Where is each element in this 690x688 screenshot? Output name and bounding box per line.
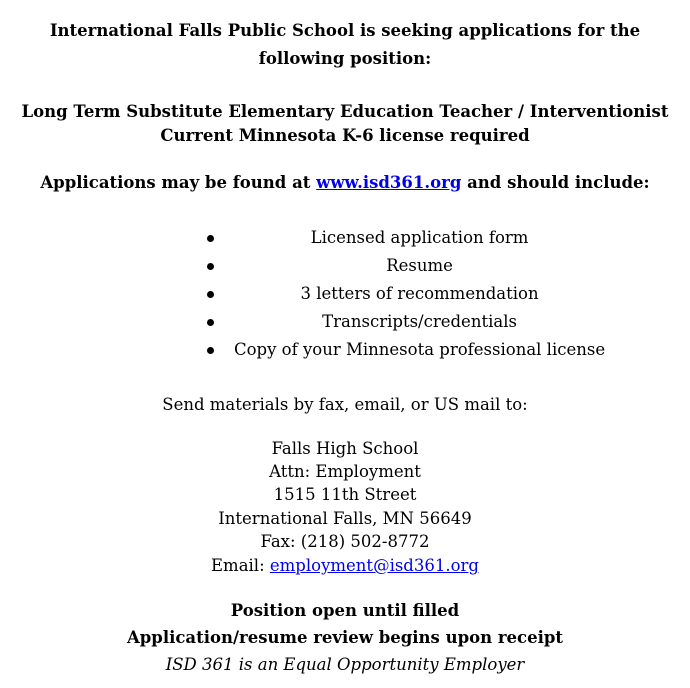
position-title: Long Term Substitute Elementary Education Teacher / Interventionist [21, 102, 669, 121]
email-link[interactable]: employment@isd361.org [269, 556, 479, 575]
intro-line-1: International Falls Public School is seeking applications for the [49, 21, 641, 40]
list-item [206, 255, 605, 283]
requirements-list [206, 227, 605, 367]
bullet-icon [207, 291, 214, 298]
applications-prefix: Applications may be found at [40, 173, 317, 192]
license-requirement: Current Minnesota K-6 license required [160, 126, 530, 145]
list-item-text: Transcripts/credentials [322, 312, 517, 331]
list-item-text: 3 letters of recommendation [300, 284, 539, 303]
address-city: International Falls, MN 56649 [218, 509, 472, 528]
website-link[interactable]: www.isd361.org [316, 173, 462, 192]
bullet-icon [207, 347, 214, 354]
list-item-text: Resume [386, 256, 453, 275]
review-notice: Application/resume review begins upon receipt [126, 628, 564, 647]
eoe-statement: ISD 361 is an Equal Opportunity Employer [165, 655, 525, 674]
applications-line [0, 173, 690, 192]
address-name: Falls High School [271, 439, 419, 458]
bullet-icon [207, 319, 214, 326]
list-item [206, 311, 605, 339]
bullet-icon [207, 235, 214, 242]
intro-line-2: following position: [258, 49, 432, 68]
bullet-icon [207, 263, 214, 270]
list-item [206, 227, 605, 255]
open-until-filled: Position open until filled [230, 601, 460, 620]
send-instruction: Send materials by fax, email, or US mail to: [162, 395, 528, 414]
list-item [206, 283, 605, 311]
list-item-text: Copy of your Minnesota professional license [234, 340, 606, 359]
address-attn: Attn: Employment [269, 462, 421, 481]
address-email-line [0, 556, 690, 575]
applications-suffix: and should include: [461, 173, 650, 192]
email-label: Email: [211, 556, 270, 575]
address-street: 1515 11th Street [273, 485, 417, 504]
address-fax: Fax: (218) 502-8772 [260, 532, 430, 551]
list-item [206, 339, 605, 367]
list-item-text: Licensed application form [310, 228, 529, 247]
